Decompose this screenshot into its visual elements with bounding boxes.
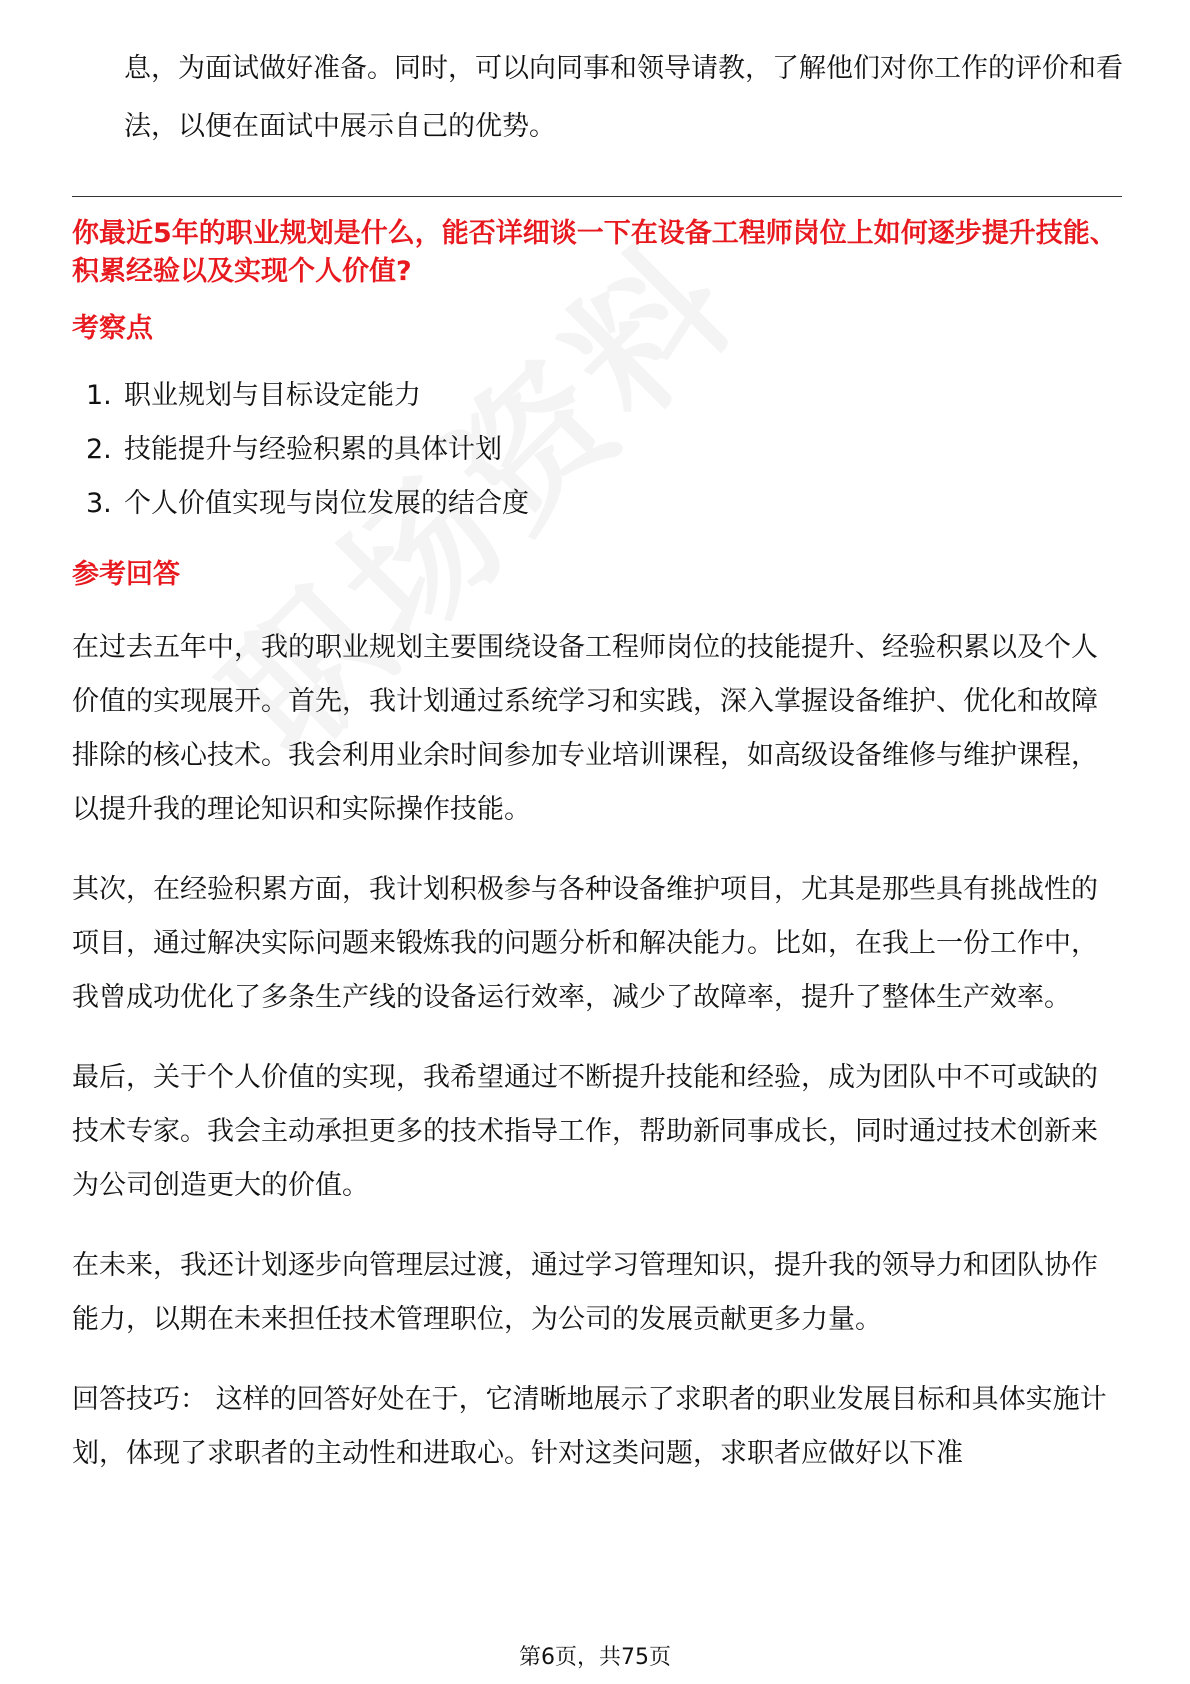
intro-paragraph: 息，为面试做好准备。同时，可以向同事和领导请教，了解他们对你工作的评价和看法，以便在面试中展示自己的优势。 [124, 53, 1123, 142]
list-item-number: 3. [86, 488, 112, 519]
answer-paragraph: 在未来，我还计划逐步向管理层过渡，通过学习管理知识，提升我的领导力和团队协作能力，以期在未来担任技术管理职位，为公司的发展贡献更多力量。 [72, 1250, 1098, 1335]
page-footer: 第6页，共75页 [519, 1645, 671, 1670]
question-heading: 你最近5年的职业规划是什么，能否详细谈一下在设备工程师岗位上如何逐步提升技能、积累经验以及实现个人价值? [72, 218, 1117, 287]
points-list [72, 369, 1122, 531]
list-item-number: 1. [86, 380, 112, 411]
list-item-text: 个人价值实现与岗位发展的结合度 [124, 488, 529, 519]
tips-paragraph: 回答技巧： 这样的回答好处在于，它清晰地展示了求职者的职业发展目标和具体实施计划，体现了求职者的主动性和进取心。针对这类问题，求职者应做好以下准 [72, 1384, 1107, 1469]
answer-paragraph: 最后，关于个人价值的实现，我希望通过不断提升技能和经验，成为团队中不可或缺的技术专家。我会主动承担更多的技术指导工作，帮助新同事成长，同时通过技术创新来为公司创造更大的价值。 [72, 1062, 1098, 1201]
answer-section-title: 参考回答 [72, 559, 180, 590]
list-item [72, 477, 1122, 531]
answer-paragraph: 其次，在经验积累方面，我计划积极参与各种设备维护项目，尤其是那些具有挑战性的项目，通过解决实际问题来锻炼我的问题分析和解决能力。比如，在我上一份工作中，我曾成功优化了多条生产线的设备运行效率，减少了故障率，提升了整体生产效率。 [72, 874, 1098, 1013]
list-item-text: 技能提升与经验积累的具体计划 [124, 434, 502, 465]
answer-paragraph: 在过去五年中，我的职业规划主要围绕设备工程师岗位的技能提升、经验积累以及个人价值的实现展开。首先，我计划通过系统学习和实践，深入掌握设备维护、优化和故障排除的核心技术。我会利用业余时间参加专业培训课程，如高级设备维修与维护课程，以提升我的理论知识和实际操作技能。 [72, 632, 1098, 825]
list-item [72, 369, 1122, 423]
list-item [72, 423, 1122, 477]
list-item-number: 2. [86, 434, 112, 465]
page-content [72, 40, 1122, 1481]
points-section-title: 考察点 [72, 313, 153, 344]
section-divider [72, 196, 1122, 197]
list-item-text: 职业规划与目标设定能力 [124, 380, 421, 411]
